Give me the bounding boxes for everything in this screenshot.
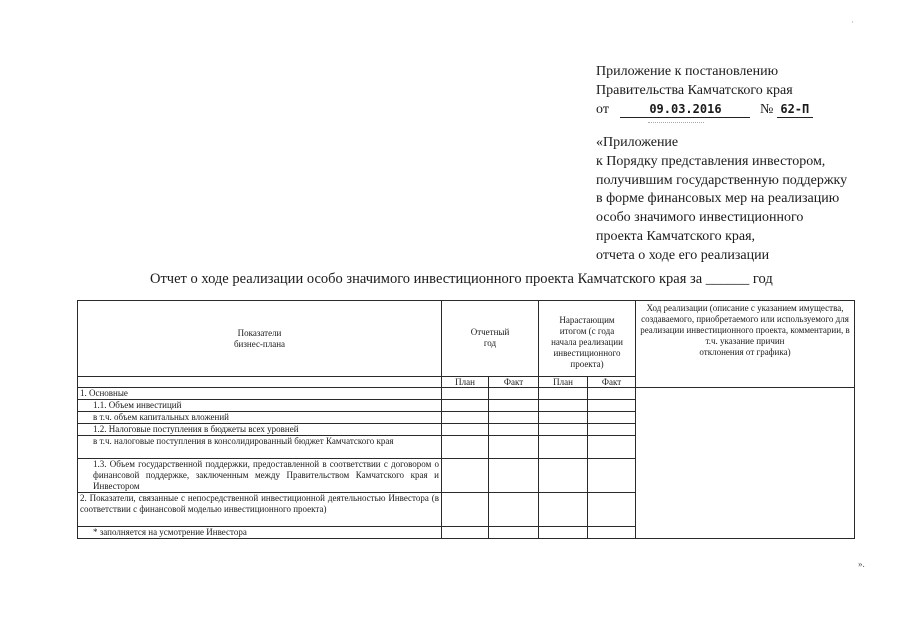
from-label: от — [596, 102, 609, 117]
cell[interactable] — [489, 412, 539, 424]
appendix-line: к Порядку представления инвестором, — [596, 153, 826, 169]
header-cumulative: Нарастающим итогом (с года начала реализации инвестиционного проекта) — [539, 301, 636, 377]
resolution-date: 09.03.2016 — [620, 102, 750, 118]
report-table — [77, 300, 855, 539]
appendix-line: получившим государственную поддержку — [596, 172, 848, 188]
appendix-line: в форме финансовых мер на реализацию — [596, 191, 840, 207]
cell[interactable] — [588, 527, 636, 539]
report-title: Отчет о ходе реализации особо значимого инвестиционного проекта Камчатского края за ______ год — [150, 271, 773, 287]
cell[interactable] — [489, 436, 539, 459]
row-label: в т.ч. налоговые поступления в консолидированный бюджет Камчатского края — [78, 436, 442, 459]
cell[interactable] — [489, 459, 539, 493]
cell[interactable] — [588, 436, 636, 459]
cell[interactable] — [539, 493, 588, 527]
cell[interactable] — [489, 388, 539, 400]
row-label: 1.3. Объем государственной поддержки, предоставленной в соответствии с договором о финансовой поддержке, заключенным между Правительством Камчатского края и Инвестором — [78, 459, 442, 493]
cell[interactable] — [588, 400, 636, 412]
cell[interactable] — [489, 527, 539, 539]
cell[interactable] — [489, 424, 539, 436]
header-fact: Факт — [588, 377, 636, 388]
resolution-header — [596, 62, 896, 119]
cell[interactable] — [539, 424, 588, 436]
cell[interactable] — [588, 459, 636, 493]
header-reporting-year: Отчетный год — [442, 301, 539, 377]
appendix-line: проекта Камчатского края, — [596, 228, 756, 244]
corner-mark: · — [851, 17, 854, 27]
appendix-line: «Приложение — [596, 135, 679, 150]
cell[interactable] — [442, 436, 489, 459]
header-plan: План — [539, 377, 588, 388]
cell[interactable] — [588, 424, 636, 436]
row-label: 2. Показатели, связанные с непосредственной инвестиционной деятельностью Инвестора (в соответствии с финансовой моделью инвестиционного проекта) — [78, 493, 442, 527]
cell[interactable] — [539, 412, 588, 424]
table-row — [78, 388, 855, 400]
header-progress: Ход реализации (описание с указанием имущества, создаваемого, приобретаемого или используемого для реализации инвестиционного проекта, комментарии, в т.ч. указание причин отклонения от графика) — [636, 301, 855, 388]
cell[interactable] — [442, 424, 489, 436]
header-line-1: Приложение к постановлению — [596, 64, 779, 79]
appendix-line: особо значимого инвестиционного — [596, 210, 804, 226]
cell[interactable] — [442, 400, 489, 412]
header-indicators: Показатели бизнес-плана — [78, 301, 442, 377]
header-fact: Факт — [489, 377, 539, 388]
cell[interactable] — [588, 388, 636, 400]
cell[interactable] — [489, 493, 539, 527]
resolution-number: 62-П — [777, 102, 813, 118]
cell[interactable] — [539, 527, 588, 539]
cell[interactable] — [588, 493, 636, 527]
cell[interactable] — [442, 388, 489, 400]
appendix-block — [596, 134, 896, 266]
header-plan: План — [442, 377, 489, 388]
header-indicators-sub — [78, 377, 442, 388]
row-label: * заполняется на усмотрение Инвестора — [78, 527, 442, 539]
cell[interactable] — [539, 400, 588, 412]
appendix-line: отчета о ходе его реализации — [596, 247, 770, 263]
cell[interactable] — [442, 412, 489, 424]
cell[interactable] — [539, 388, 588, 400]
cell[interactable] — [539, 436, 588, 459]
header-line-2: Правительства Камчатского края — [596, 83, 793, 98]
row-label: в т.ч. объем капитальных вложений — [78, 412, 442, 424]
stamp-smudge — [648, 122, 704, 126]
row-label: 1.2. Налоговые поступления в бюджеты всех уровней — [78, 424, 442, 436]
cell[interactable] — [489, 400, 539, 412]
row-label: 1.1. Объем инвестиций — [78, 400, 442, 412]
cell[interactable] — [442, 459, 489, 493]
number-label: № — [759, 102, 774, 117]
date-number-line — [596, 100, 896, 119]
cell[interactable] — [539, 459, 588, 493]
closing-quote-mark: ». — [858, 559, 865, 569]
cell[interactable] — [442, 493, 489, 527]
progress-cell[interactable] — [636, 388, 855, 539]
cell[interactable] — [588, 412, 636, 424]
row-label: 1. Основные — [78, 388, 442, 400]
cell[interactable] — [442, 527, 489, 539]
